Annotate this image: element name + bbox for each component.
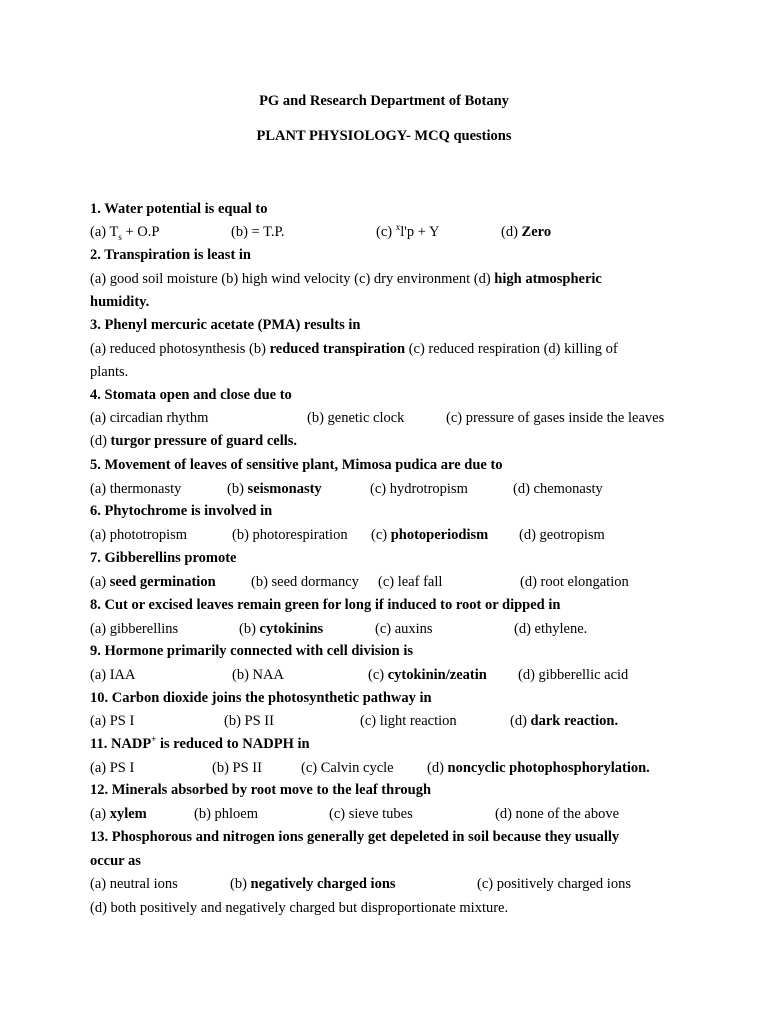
question-5: 5. Movement of leaves of sensitive plant, Mimosa pudica are due to: [90, 457, 503, 473]
option-7b: (b) seed dormancy: [251, 574, 359, 590]
option-12c: (c) sieve tubes: [329, 806, 413, 822]
question-13-cont: occur as: [90, 853, 141, 869]
option-9c: (c) cytokinin/zeatin: [368, 667, 487, 683]
option-11b: (b) PS II: [212, 760, 262, 776]
option-8a: (a) gibberellins: [90, 621, 179, 637]
question-12: 12. Minerals absorbed by root move to the leaf through: [90, 782, 432, 798]
option-13a: (a) neutral ions: [90, 876, 178, 892]
option-8b: (b) cytokinins: [239, 621, 324, 637]
question-2-options-cont: humidity.: [90, 294, 150, 310]
option-10b: (b) PS II: [224, 713, 274, 729]
department-heading: PG and Research Department of Botany: [259, 93, 509, 109]
option-7a: (a) seed germination: [90, 574, 216, 590]
option-11d: (d) noncyclic photophosphorylation.: [427, 760, 650, 776]
option-11c: (c) Calvin cycle: [301, 760, 394, 776]
option-5c: (c) hydrotropism: [370, 481, 468, 497]
option-5b: (b) seismonasty: [227, 481, 322, 497]
question-3-options: (a) reduced photosynthesis (b) reduced transpiration (c) reduced respiration (d) killing of: [90, 341, 618, 357]
option-1c: (c) $^x$l'p + Y: [376, 222, 440, 240]
option-5d: (d) chemonasty: [513, 481, 603, 497]
option-6a: (a) phototropism: [90, 527, 188, 543]
question-2-options: (a) good soil moisture (b) high wind velocity (c) dry environment (d) high atmospheric: [90, 271, 602, 287]
question-10: 10. Carbon dioxide joins the photosynthetic pathway in: [90, 690, 432, 706]
option-10a: (a) PS I: [90, 713, 135, 729]
option-1b: (b) = T.P.: [231, 224, 285, 240]
option-8d: (d) ethylene.: [514, 621, 588, 637]
question-4: 4. Stomata open and close due to: [90, 387, 292, 403]
option-13d: (d) both positively and negatively charged but disproportionate mixture.: [90, 900, 509, 916]
option-5a: (a) thermonasty: [90, 481, 182, 497]
option-12a: (a) xylem: [90, 806, 147, 822]
option-6b: (b) photorespiration: [232, 527, 348, 543]
option-10c: (c) light reaction: [360, 713, 457, 729]
option-7d: (d) root elongation: [520, 574, 629, 590]
question-6: 6. Phytochrome is involved in: [90, 503, 273, 519]
option-9d: (d) gibberellic acid: [518, 667, 629, 683]
option-9a: (a) IAA: [90, 667, 136, 683]
option-8c: (c) auxins: [375, 621, 433, 637]
question-2: 2. Transpiration is least in: [90, 247, 252, 263]
question-3-options-cont: plants.: [90, 364, 129, 380]
option-6c: (c) photoperiodism: [371, 527, 489, 543]
option-12b: (b) phloem: [194, 806, 259, 822]
question-7: 7. Gibberellins promote: [90, 550, 237, 566]
option-13b: (b) negatively charged ions: [230, 876, 396, 892]
option-13c: (c) positively charged ions: [477, 876, 631, 892]
question-13: 13. Phosphorous and nitrogen ions generally get depeleted in soil because they usually: [90, 829, 620, 845]
option-11a: (a) PS I: [90, 760, 135, 776]
question-8: 8. Cut or excised leaves remain green for long if induced to root or dipped in: [90, 597, 561, 613]
option-1a: (a) $T_s + O.P$: [90, 224, 160, 242]
question-9: 9. Hormone primarily connected with cell division is: [90, 643, 414, 659]
page-title: PLANT PHYSIOLOGY- MCQ questions: [256, 128, 512, 144]
option-6d: (d) geotropism: [519, 527, 605, 543]
question-11: 11. NADP+ is reduced to NADPH in: [90, 734, 310, 752]
option-10d: (d) dark reaction.: [510, 713, 619, 729]
option-12d: (d) none of the above: [495, 806, 620, 822]
option-4d: (d) turgor pressure of guard cells.: [90, 433, 298, 449]
option-4c: (c) pressure of gases inside the leaves: [446, 410, 665, 426]
option-7c: (c) leaf fall: [378, 574, 443, 590]
option-4a: (a) circadian rhythm: [90, 410, 209, 426]
question-3: 3. Phenyl mercuric acetate (PMA) results in: [90, 317, 361, 333]
option-4b: (b) genetic clock: [307, 410, 405, 426]
option-1d: (d) Zero: [501, 224, 552, 240]
option-9b: (b) NAA: [232, 667, 284, 683]
question-1: 1. Water potential is equal to: [90, 201, 268, 217]
